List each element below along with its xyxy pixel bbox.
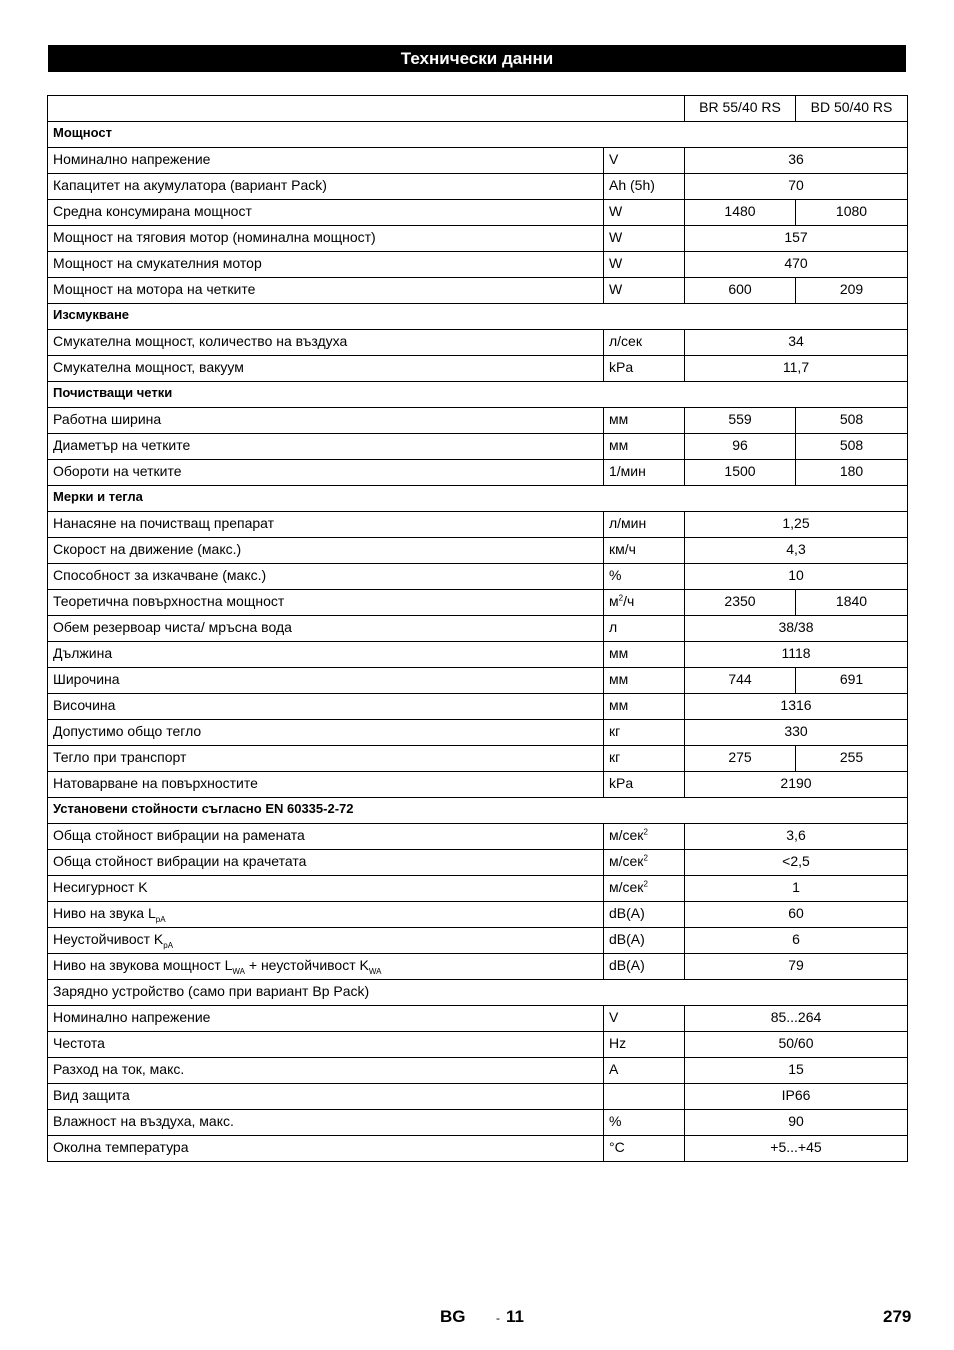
parameter-label <box>48 148 604 174</box>
label-text: Ниво на звука L <box>53 905 156 921</box>
unit-text: л/мин <box>609 515 647 531</box>
parameter-label <box>48 772 604 798</box>
table-row <box>48 850 908 876</box>
section-heading: Мерки и тегла <box>48 486 908 512</box>
label-text: Мощност на смукателния мотор <box>53 255 262 271</box>
label-text: Широчина <box>53 671 120 687</box>
unit-text: Hz <box>609 1035 627 1051</box>
table-row <box>48 772 908 798</box>
table-header-row <box>48 96 908 122</box>
shared-value: 1 <box>685 876 908 902</box>
label-subscript: WA <box>232 966 245 976</box>
table-row <box>48 538 908 564</box>
parameter-label <box>48 356 604 382</box>
shared-value: 157 <box>685 226 908 252</box>
unit-cell <box>604 1084 685 1110</box>
value-br-55-40: 600 <box>685 278 796 304</box>
shared-value: 4,3 <box>685 538 908 564</box>
unit-cell <box>604 902 685 928</box>
table-row <box>48 564 908 590</box>
parameter-label <box>48 1032 604 1058</box>
unit-text: кг <box>609 723 621 739</box>
unit-superscript: 2 <box>643 853 648 863</box>
value-bd-50-40: 508 <box>796 434 908 460</box>
label-text: Обща стойност вибрации на рамената <box>53 827 305 843</box>
label-text: Смукателна мощност, вакуум <box>53 359 244 375</box>
label-text: Ниво на звукова мощност L <box>53 957 233 973</box>
parameter-label <box>48 460 604 486</box>
unit-cell <box>604 434 685 460</box>
unit-superscript: 2 <box>618 593 624 603</box>
parameter-label <box>48 330 604 356</box>
label-text: Скорост на движение (макс.) <box>53 541 242 557</box>
unit-cell <box>604 226 685 252</box>
unit-text: мм <box>609 697 629 713</box>
table-row <box>48 746 908 772</box>
parameter-label <box>48 200 604 226</box>
unit-text: W <box>609 203 623 219</box>
section-row <box>48 304 908 330</box>
table-row <box>48 954 908 980</box>
unit-text: мм <box>609 437 629 453</box>
label-text: Номинално напрежение <box>53 151 211 167</box>
table-row <box>48 148 908 174</box>
unit-text: W <box>609 255 623 271</box>
parameter-label <box>48 512 604 538</box>
value-bd-50-40: 209 <box>796 278 908 304</box>
unit-cell <box>604 1032 685 1058</box>
label-text: Теоретична повърхностна мощност <box>53 593 285 609</box>
parameter-label <box>48 538 604 564</box>
unit-text: W <box>609 281 623 297</box>
table-row <box>48 694 908 720</box>
shared-value: 36 <box>685 148 908 174</box>
unit-text: мм <box>609 645 629 661</box>
section-row <box>48 122 908 148</box>
value-br-55-40: 2350 <box>685 590 796 616</box>
shared-value: IP66 <box>685 1084 908 1110</box>
parameter-label <box>48 850 604 876</box>
table-row <box>48 824 908 850</box>
unit-text: dB(A) <box>609 905 645 921</box>
section-row <box>48 382 908 408</box>
parameter-label <box>48 1006 604 1032</box>
label-text: Разход на ток, макс. <box>53 1061 185 1077</box>
unit-cell <box>604 252 685 278</box>
label-text: Смукателна мощност, количество на въздуха <box>53 333 348 349</box>
table-row <box>48 1032 908 1058</box>
table-row <box>48 1006 908 1032</box>
table-row <box>48 1136 908 1162</box>
label-text: Работна ширина <box>53 411 162 427</box>
value-br-55-40: 96 <box>685 434 796 460</box>
model-bd-header: BD 50/40 RS <box>796 96 908 122</box>
unit-cell <box>604 694 685 720</box>
table-row <box>48 226 908 252</box>
unit-text: л/сек <box>609 333 642 349</box>
unit-text: dB(A) <box>609 957 645 973</box>
unit-superscript: 2 <box>643 827 648 837</box>
unit-text: kPa <box>609 775 634 791</box>
value-br-55-40: 559 <box>685 408 796 434</box>
table-row <box>48 512 908 538</box>
label-text: Номинално напрежение <box>53 1009 211 1025</box>
table-row <box>48 408 908 434</box>
table-row <box>48 902 908 928</box>
unit-text: % <box>609 1113 622 1129</box>
unit-text: Ah (5h) <box>609 177 655 193</box>
value-br-55-40: 1480 <box>685 200 796 226</box>
table-row <box>48 174 908 200</box>
parameter-label <box>48 1110 604 1136</box>
header-blank-cell <box>48 96 685 122</box>
label-text: Обща стойност вибрации на крачетата <box>53 853 307 869</box>
unit-cell <box>604 148 685 174</box>
label-text: Обороти на четките <box>53 463 182 479</box>
label-text: Неустойчивост K <box>53 931 164 947</box>
section-row <box>48 798 908 824</box>
unit-text: л <box>609 619 618 635</box>
parameter-label <box>48 1084 604 1110</box>
shared-value: 60 <box>685 902 908 928</box>
parameter-label <box>48 694 604 720</box>
parameter-label <box>48 174 604 200</box>
label-text: Околна температура <box>53 1139 189 1155</box>
page-number: 279 <box>883 1307 912 1326</box>
unit-cell <box>604 538 685 564</box>
shared-value: 1316 <box>685 694 908 720</box>
parameter-label <box>48 876 604 902</box>
table-row <box>48 1084 908 1110</box>
label-subscript: pA <box>155 914 166 924</box>
parameter-label <box>48 1136 604 1162</box>
table-row <box>48 356 908 382</box>
shared-value: 2190 <box>685 772 908 798</box>
parameter-label <box>48 928 604 954</box>
shared-value: 1118 <box>685 642 908 668</box>
page-title: Технически данни <box>48 45 906 72</box>
table-row <box>48 928 908 954</box>
label-text: Средна консумирана мощност <box>53 203 252 219</box>
unit-cell <box>604 954 685 980</box>
parameter-label <box>48 252 604 278</box>
label-text: Способност за изкачване (макс.) <box>53 567 267 583</box>
unit-text: % <box>609 567 622 583</box>
unit-suffix: /ч <box>623 593 635 609</box>
parameter-label <box>48 616 604 642</box>
unit-cell <box>604 512 685 538</box>
value-bd-50-40: 255 <box>796 746 908 772</box>
label-text: Честота <box>53 1035 105 1051</box>
label-text: Мощност на мотора на четките <box>53 281 256 297</box>
unit-text: кг <box>609 749 621 765</box>
unit-cell <box>604 174 685 200</box>
value-br-55-40: 1500 <box>685 460 796 486</box>
label-subscript-2: WA <box>368 966 382 976</box>
unit-superscript: 2 <box>643 879 648 889</box>
unit-cell <box>604 564 685 590</box>
unit-cell <box>604 720 685 746</box>
shared-value: 470 <box>685 252 908 278</box>
parameter-label <box>48 720 604 746</box>
unit-cell <box>604 824 685 850</box>
section-heading: Мощност <box>48 122 908 148</box>
unit-cell <box>604 772 685 798</box>
shared-value: 15 <box>685 1058 908 1084</box>
table-row <box>48 200 908 226</box>
parameter-label <box>48 902 604 928</box>
label-text: Капацитет на акумулатора (вариант Pack) <box>53 177 327 193</box>
unit-text: м/сек <box>609 853 644 869</box>
shared-value: <2,5 <box>685 850 908 876</box>
unit-text: V <box>609 1009 619 1025</box>
shared-value: 1,25 <box>685 512 908 538</box>
unit-cell <box>604 850 685 876</box>
unit-text: V <box>609 151 619 167</box>
parameter-label <box>48 408 604 434</box>
unit-cell <box>604 408 685 434</box>
section-heading: Изсмукване <box>48 304 908 330</box>
table-row <box>48 668 908 694</box>
table-row <box>48 590 908 616</box>
label-text: Натоварване на повърхностите <box>53 775 258 791</box>
unit-text: мм <box>609 411 629 427</box>
unit-text: dB(A) <box>609 931 645 947</box>
unit-cell <box>604 668 685 694</box>
shared-value: 3,6 <box>685 824 908 850</box>
unit-cell <box>604 928 685 954</box>
value-bd-50-40: 180 <box>796 460 908 486</box>
sub-page-number <box>496 1307 524 1327</box>
label-text: Несигурност K <box>53 879 148 895</box>
shared-value: 10 <box>685 564 908 590</box>
unit-text: мм <box>609 671 629 687</box>
table-row <box>48 330 908 356</box>
shared-value: 50/60 <box>685 1032 908 1058</box>
label-text: Височина <box>53 697 116 713</box>
value-br-55-40: 275 <box>685 746 796 772</box>
parameter-label <box>48 590 604 616</box>
unit-cell <box>604 200 685 226</box>
unit-cell <box>604 590 685 616</box>
unit-text: м/сек <box>609 879 644 895</box>
shared-value: 11,7 <box>685 356 908 382</box>
shared-value: 38/38 <box>685 616 908 642</box>
table-row <box>48 278 908 304</box>
label-subscript: pA <box>163 940 174 950</box>
label-text: Вид защита <box>53 1087 130 1103</box>
unit-cell <box>604 356 685 382</box>
section-heading: Зарядно устройство (само при вариант Bp Pack) <box>48 980 908 1006</box>
parameter-label <box>48 564 604 590</box>
unit-text: км/ч <box>609 541 636 557</box>
unit-cell <box>604 278 685 304</box>
table-row <box>48 1110 908 1136</box>
unit-cell <box>604 746 685 772</box>
parameter-label <box>48 642 604 668</box>
unit-cell <box>604 642 685 668</box>
shared-value: 70 <box>685 174 908 200</box>
parameter-label <box>48 1058 604 1084</box>
shared-value: 330 <box>685 720 908 746</box>
table-row <box>48 434 908 460</box>
table-row <box>48 252 908 278</box>
unit-cell <box>604 1006 685 1032</box>
unit-cell <box>604 330 685 356</box>
unit-text: A <box>609 1061 619 1077</box>
value-bd-50-40: 1840 <box>796 590 908 616</box>
shared-value: 85...264 <box>685 1006 908 1032</box>
parameter-label <box>48 278 604 304</box>
unit-text: W <box>609 229 623 245</box>
parameter-label <box>48 226 604 252</box>
section-heading: Почистващи четки <box>48 382 908 408</box>
sub-page-value: 11 <box>506 1307 524 1326</box>
unit-cell <box>604 1110 685 1136</box>
unit-text: °C <box>609 1139 625 1155</box>
table-row <box>48 460 908 486</box>
parameter-label <box>48 434 604 460</box>
label-text: Влажност на въздуха, макс. <box>53 1113 234 1129</box>
table-row <box>48 720 908 746</box>
table-row <box>48 1058 908 1084</box>
unit-text: 1/мин <box>609 463 646 479</box>
page-dash: - <box>496 1311 500 1325</box>
unit-cell <box>604 1058 685 1084</box>
value-bd-50-40: 691 <box>796 668 908 694</box>
table-row <box>48 616 908 642</box>
label-continuation: + неустойчивост K <box>245 957 369 973</box>
unit-cell <box>604 616 685 642</box>
label-text: Допустимо общо тегло <box>53 723 202 739</box>
unit-cell <box>604 1136 685 1162</box>
table-row <box>48 642 908 668</box>
table-row <box>48 876 908 902</box>
label-text: Нанасяне на почистващ препарат <box>53 515 275 531</box>
shared-value: 79 <box>685 954 908 980</box>
value-bd-50-40: 508 <box>796 408 908 434</box>
label-text: Обем резервоар чиста/ мръсна вода <box>53 619 292 635</box>
unit-cell <box>604 460 685 486</box>
parameter-label <box>48 954 604 980</box>
unit-text: м <box>609 593 619 609</box>
language-code: BG <box>440 1307 466 1326</box>
model-br-header: BR 55/40 RS <box>685 96 796 122</box>
unit-text: м/сек <box>609 827 644 843</box>
parameter-label <box>48 668 604 694</box>
unit-cell <box>604 876 685 902</box>
shared-value: +5...+45 <box>685 1136 908 1162</box>
section-heading: Установени стойности съгласно EN 60335-2-72 <box>48 798 908 824</box>
value-bd-50-40: 1080 <box>796 200 908 226</box>
shared-value: 90 <box>685 1110 908 1136</box>
label-text: Дължина <box>53 645 113 661</box>
label-text: Диаметър на четките <box>53 437 191 453</box>
value-br-55-40: 744 <box>685 668 796 694</box>
section-row <box>48 486 908 512</box>
unit-text: kPa <box>609 359 634 375</box>
shared-value: 6 <box>685 928 908 954</box>
technical-data-table <box>47 95 908 1162</box>
parameter-label <box>48 824 604 850</box>
label-text: Мощност на тяговия мотор (номинална мощност) <box>53 229 376 245</box>
parameter-label <box>48 746 604 772</box>
section-row <box>48 980 908 1006</box>
label-text: Тегло при транспорт <box>53 749 187 765</box>
shared-value: 34 <box>685 330 908 356</box>
